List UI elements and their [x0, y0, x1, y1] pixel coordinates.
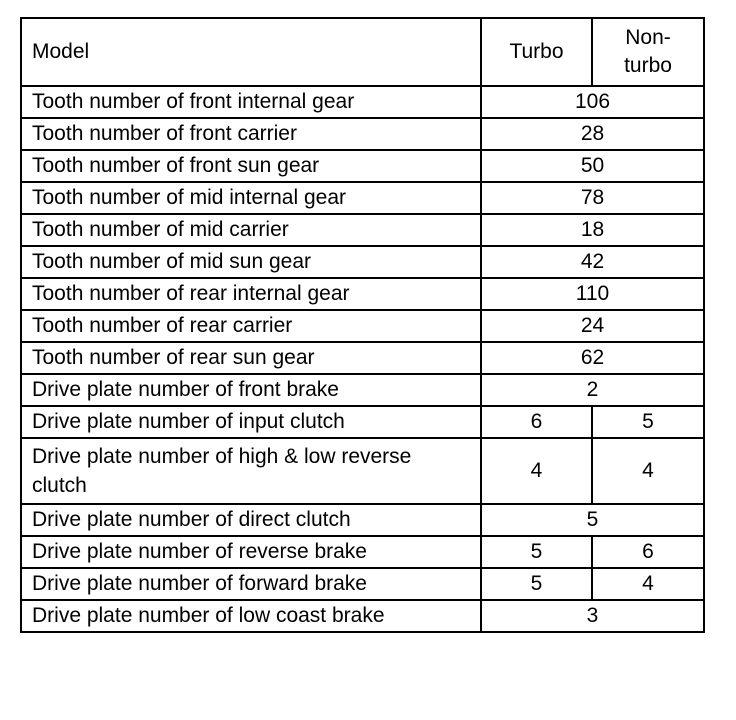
row-label: Drive plate number of input clutch	[21, 406, 481, 438]
header-turbo: Turbo	[481, 18, 592, 86]
row-label: Drive plate number of reverse brake	[21, 536, 481, 568]
row-value: 62	[481, 342, 704, 374]
row-value: 28	[481, 118, 704, 150]
table-row	[21, 504, 704, 536]
row-value-turbo: 6	[481, 406, 592, 438]
header-nonturbo-line1: Non-	[625, 26, 671, 49]
row-label: Tooth number of rear sun gear	[21, 342, 481, 374]
row-value: 42	[481, 246, 704, 278]
header-nonturbo	[592, 18, 704, 86]
row-label: Drive plate number of direct clutch	[21, 504, 481, 536]
row-label: Tooth number of mid sun gear	[21, 246, 481, 278]
row-value: 24	[481, 310, 704, 342]
table-row	[21, 246, 704, 278]
table-row	[21, 86, 704, 118]
table-row	[21, 406, 704, 438]
row-label: Tooth number of mid carrier	[21, 214, 481, 246]
row-label: Tooth number of front internal gear	[21, 86, 481, 118]
row-label: Tooth number of front carrier	[21, 118, 481, 150]
row-value: 18	[481, 214, 704, 246]
row-label: Tooth number of rear carrier	[21, 310, 481, 342]
row-value: 110	[481, 278, 704, 310]
header-nonturbo-line2: turbo	[624, 54, 672, 77]
table-row	[21, 310, 704, 342]
table-row	[21, 536, 704, 568]
row-label: Drive plate number of front brake	[21, 374, 481, 406]
table-row	[21, 568, 704, 600]
table-row	[21, 214, 704, 246]
row-value-nonturbo: 4	[592, 438, 704, 504]
row-label: Drive plate number of low coast brake	[21, 600, 481, 632]
row-value-nonturbo: 4	[592, 568, 704, 600]
header-model: Model	[21, 18, 481, 86]
row-label: Tooth number of mid internal gear	[21, 182, 481, 214]
row-value: 106	[481, 86, 704, 118]
table-row	[21, 374, 704, 406]
row-label: Tooth number of front sun gear	[21, 150, 481, 182]
table-row	[21, 278, 704, 310]
row-value: 78	[481, 182, 704, 214]
spec-table	[20, 17, 705, 633]
row-label: Drive plate number of forward brake	[21, 568, 481, 600]
row-value-nonturbo: 6	[592, 536, 704, 568]
row-label: Tooth number of rear internal gear	[21, 278, 481, 310]
row-value: 3	[481, 600, 704, 632]
table-row	[21, 182, 704, 214]
row-value-turbo: 5	[481, 568, 592, 600]
row-value-turbo: 5	[481, 536, 592, 568]
row-value: 2	[481, 374, 704, 406]
row-value: 5	[481, 504, 704, 536]
table-row	[21, 600, 704, 632]
header-row	[21, 18, 704, 86]
row-value-nonturbo: 5	[592, 406, 704, 438]
table-row	[21, 438, 704, 504]
table-row	[21, 150, 704, 182]
row-value: 50	[481, 150, 704, 182]
table-row	[21, 118, 704, 150]
row-value-turbo: 4	[481, 438, 592, 504]
row-label: Drive plate number of high & low reverse clutch	[21, 438, 481, 504]
table-row	[21, 342, 704, 374]
